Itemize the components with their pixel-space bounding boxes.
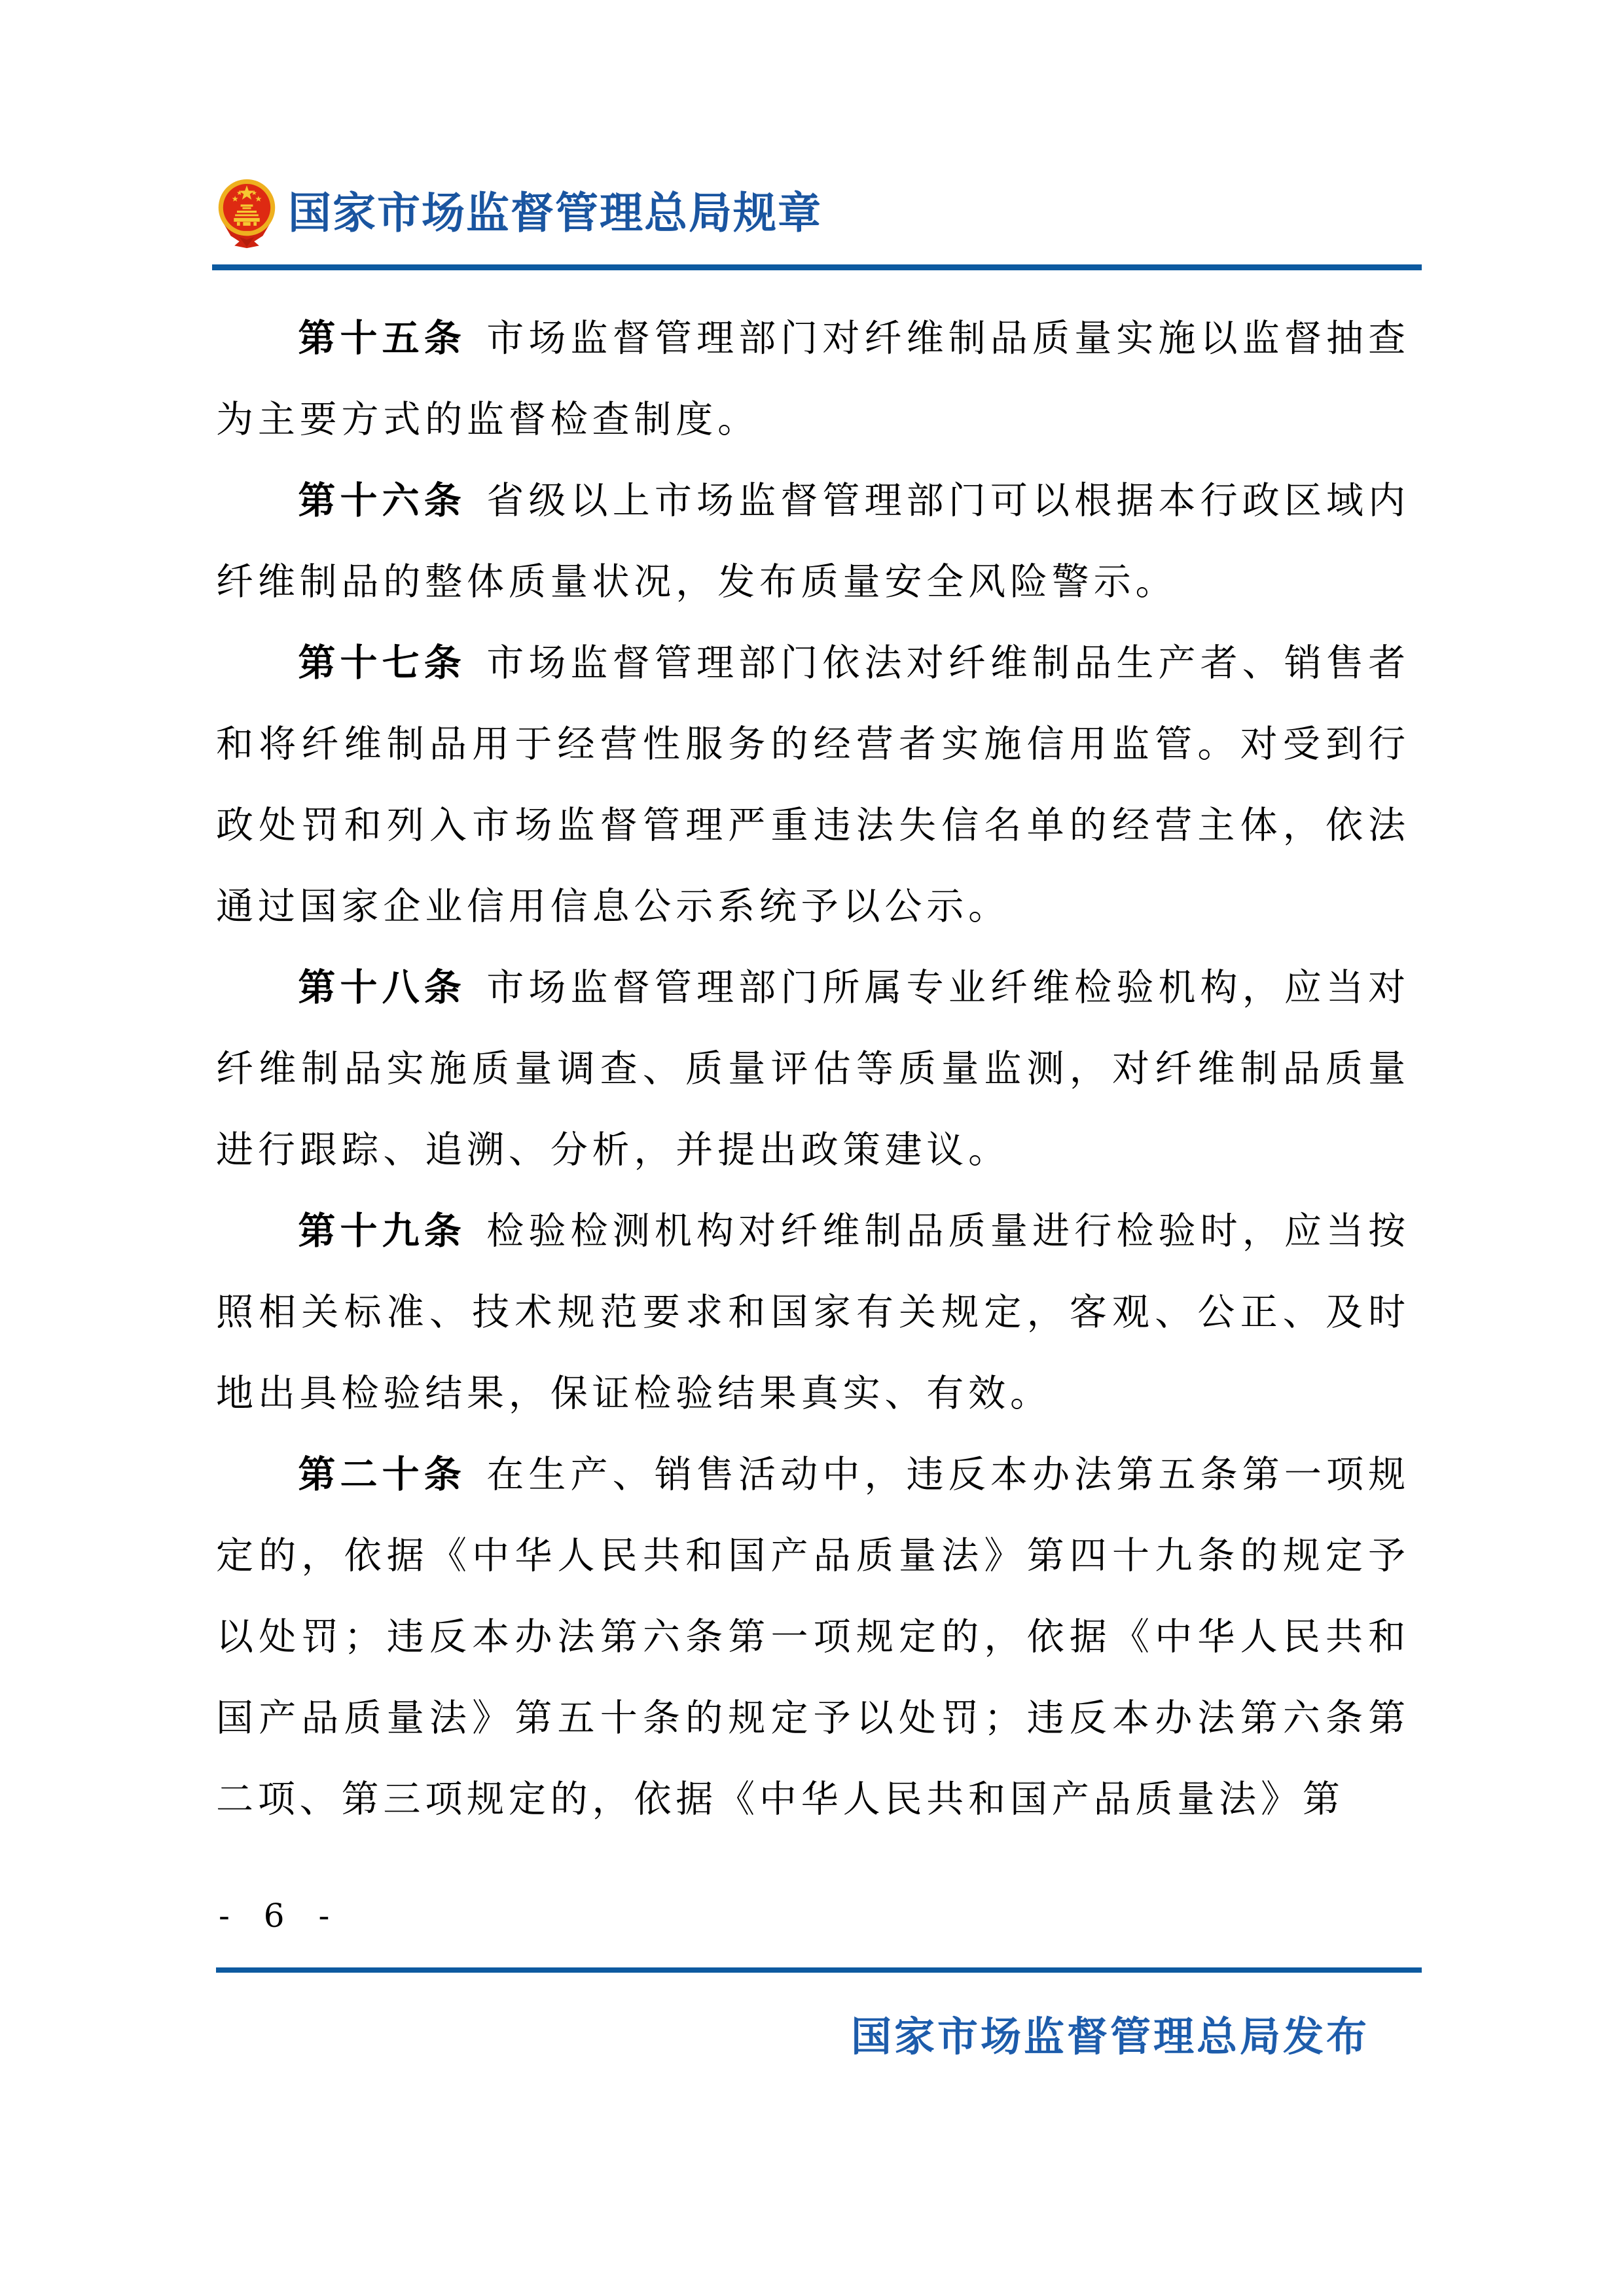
publisher-label: 国家市场监督管理总局发布 xyxy=(850,2015,1369,2060)
article-number: 第十八条 xyxy=(298,967,466,1009)
page-header xyxy=(216,178,822,250)
footer-divider-rule xyxy=(216,1967,1422,1973)
article-paragraph-19 xyxy=(216,1191,1410,1434)
article-paragraph-17 xyxy=(216,622,1410,947)
article-text: 检验检测机构对纤维制品质量进行检验时，应当按照相关标准、技术规范要求和国家有关规定，客观、公正、及时地出具检验结果，保证检验结果真实、有效。 xyxy=(216,1210,1410,1415)
page-number: - 6 - xyxy=(219,1897,342,1935)
document-header-title: 国家市场监督管理总局规章 xyxy=(288,190,822,238)
article-paragraph-20 xyxy=(216,1434,1410,1840)
article-paragraph-16 xyxy=(216,460,1410,622)
article-number: 第十七条 xyxy=(298,642,466,684)
article-number: 第二十条 xyxy=(298,1454,466,1496)
article-text: 市场监督管理部门所属专业纤维检验机构，应当对纤维制品实施质量调查、质量评估等质量监测，对纤维制品质量进行跟踪、追溯、分析，并提出政策建议。 xyxy=(216,966,1410,1172)
article-paragraph-18 xyxy=(216,947,1410,1191)
article-number: 第十五条 xyxy=(298,317,466,359)
article-paragraph-15 xyxy=(216,298,1410,460)
article-text: 市场监督管理部门对纤维制品质量实施以监督抽查为主要方式的监督检查制度。 xyxy=(216,317,1410,441)
article-text: 市场监督管理部门依法对纤维制品生产者、销售者和将纤维制品用于经营性服务的经营者实施信用监管。对受到行政处罚和列入市场监督管理严重违法失信名单的经营主体，依法通过国家企业信用信息公示系统予以公示。 xyxy=(216,641,1410,928)
article-text: 省级以上市场监督管理部门可以根据本行政区域内纤维制品的整体质量状况，发布质量安全风险警示。 xyxy=(216,479,1410,603)
article-text: 在生产、销售活动中，违反本办法第五条第一项规定的，依据《中华人民共和国产品质量法》第四十九条的规定予以处罚；违反本办法第六条第一项规定的，依据《中华人民共和国产品质量法》第五十条的规定予以处罚；违反本办法第六条第二项、第三项规定的，依据《中华人民共和国产品质量法》第 xyxy=(216,1453,1410,1821)
article-number: 第十九条 xyxy=(298,1210,466,1252)
document-body xyxy=(216,298,1410,1840)
article-number: 第十六条 xyxy=(298,480,466,522)
national-emblem-icon xyxy=(216,178,278,250)
header-divider-rule xyxy=(212,264,1422,270)
